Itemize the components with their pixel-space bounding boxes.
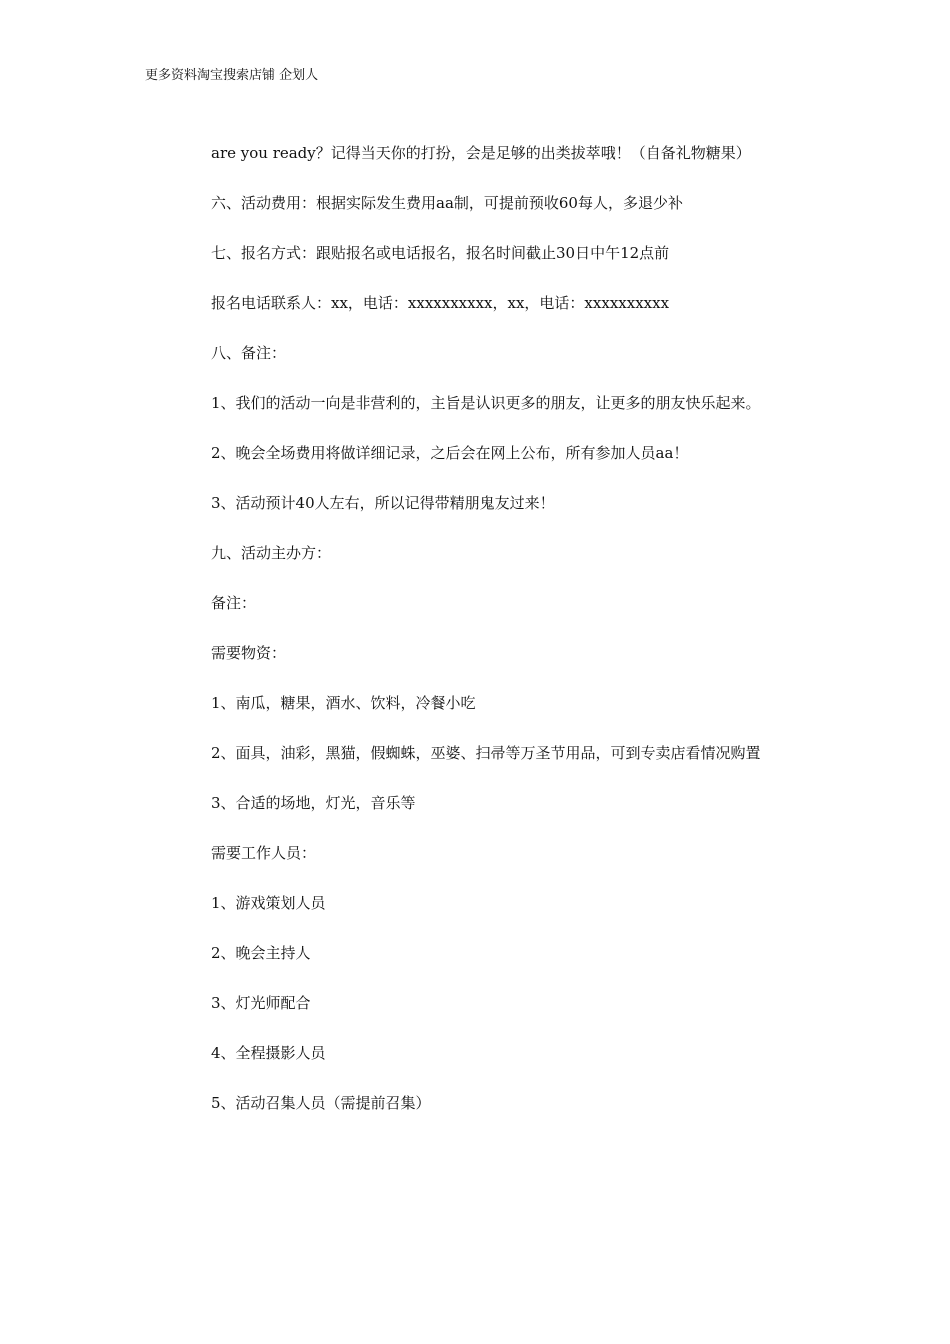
list-item: 2、面具，油彩，黑猫，假蜘蛛，巫婆、扫帚等万圣节用品，可到专卖店看情况购置 xyxy=(211,744,761,762)
heading-organizer: 九、活动主办方： xyxy=(211,544,332,562)
paragraph-fees: 六、活动费用：根据实际发生费用aa制，可提前预收60每人，多退少补 xyxy=(211,194,683,212)
heading-staff: 需要工作人员： xyxy=(211,844,317,862)
list-item: 1、我们的活动一向是非营利的，主旨是认识更多的朋友，让更多的朋友快乐起来。 xyxy=(211,394,761,412)
paragraph-contacts: 报名电话联系人：xx，电话：xxxxxxxxxx，xx，电话：xxxxxxxxxx xyxy=(211,294,670,312)
list-item: 3、合适的场地，灯光，音乐等 xyxy=(211,794,416,812)
heading-notes: 八、备注： xyxy=(211,344,287,362)
paragraph-dress-up: are you ready？记得当天你的打扮，会是足够的出类拔萃哦！（自备礼物糖果） xyxy=(211,144,751,162)
list-item: 3、灯光师配合 xyxy=(211,994,311,1012)
document-body xyxy=(211,141,911,1141)
list-item: 1、游戏策划人员 xyxy=(211,894,326,912)
list-item: 4、全程摄影人员 xyxy=(211,1044,326,1062)
list-item: 5、活动召集人员（需提前召集） xyxy=(211,1094,431,1112)
paragraph-registration: 七、报名方式：跟贴报名或电话报名，报名时间截止30日中午12点前 xyxy=(211,244,670,262)
list-item: 2、晚会全场费用将做详细记录，之后会在网上公布，所有参加人员aa！ xyxy=(211,444,689,462)
heading-materials: 需要物资： xyxy=(211,644,287,662)
page-header: 更多资料淘宝搜索店铺 企划人 xyxy=(145,68,319,83)
list-item: 3、活动预计40人左右，所以记得带精朋鬼友过来！ xyxy=(211,494,555,512)
list-item: 2、晚会主持人 xyxy=(211,944,311,962)
heading-remarks: 备注： xyxy=(211,594,257,612)
list-item: 1、南瓜，糖果，酒水、饮料，冷餐小吃 xyxy=(211,694,476,712)
